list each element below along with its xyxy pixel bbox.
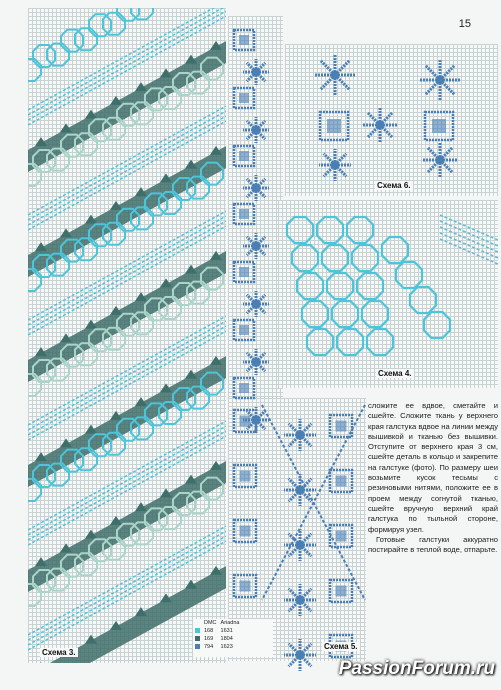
hatch-line xyxy=(440,227,498,252)
legend-ariadna: 1623 xyxy=(220,644,233,650)
legend-header-dmc: DMC xyxy=(204,620,217,626)
legend-dmc: 168 xyxy=(204,628,214,634)
snowflake-center xyxy=(253,185,259,191)
snowflake-center xyxy=(253,301,259,307)
swatch-cyan xyxy=(195,628,200,633)
lattice-octagon xyxy=(396,262,422,288)
lattice-octagon xyxy=(367,329,393,355)
square-motif-inner xyxy=(432,119,446,133)
square-motif-inner xyxy=(239,93,249,103)
lattice-octagon xyxy=(322,245,348,271)
legend-ariadna: 1631 xyxy=(220,628,233,634)
square-motif-inner xyxy=(239,151,249,161)
lattice-octagon xyxy=(145,0,167,5)
scheme-5-label: Схема 5. xyxy=(324,642,358,651)
lattice-octagon xyxy=(307,329,333,355)
square-motif-inner xyxy=(240,526,251,537)
lattice-octagon xyxy=(332,301,358,327)
lattice-octagon xyxy=(317,217,343,243)
lattice-octagon xyxy=(352,245,378,271)
hatch-line xyxy=(440,221,498,246)
legend-header-ariadna: Ariadna xyxy=(220,620,240,626)
square-motif-inner xyxy=(336,476,347,487)
square-motif-inner xyxy=(327,119,341,133)
lattice-octagon xyxy=(75,28,97,50)
lattice-octagon xyxy=(159,0,181,4)
legend-row xyxy=(193,627,242,635)
snowflake-center xyxy=(377,122,383,128)
hatch-line xyxy=(440,233,498,258)
square-motif-inner xyxy=(336,586,347,597)
snowflake-center xyxy=(332,162,338,168)
snowflake-center xyxy=(253,359,259,365)
lattice-octagon xyxy=(47,44,69,66)
legend-ariadna: 1804 xyxy=(220,636,233,642)
lattice-octagon xyxy=(347,217,373,243)
hatch-line xyxy=(440,215,498,240)
lattice-octagon xyxy=(327,273,353,299)
scheme-3-label: Схема 3. xyxy=(42,648,76,657)
square-motif-inner xyxy=(239,383,249,393)
snowflake-center xyxy=(332,72,338,78)
legend-row xyxy=(193,635,242,643)
instructions-paragraph: Готовые галстуки аккуратно постирайте в теплой воде, отпарьте. xyxy=(368,534,498,555)
snowflake-center xyxy=(253,69,259,75)
lattice-octagon xyxy=(19,59,41,81)
snowflake-center xyxy=(297,487,303,493)
square-motif-inner xyxy=(239,267,249,277)
square-motif-inner xyxy=(240,416,251,427)
lattice-octagon xyxy=(103,13,125,35)
instructions-paragraph: сложите ее вдвое, сметайте и сшейте. Сложите ткань у верхнего края галстука вдвое на линии между вышивкой и тканью без вышивки. Отступите от верхнего края 3 см, сшейте деталь в кольцо и закрепите на галстуке (фото). По размеру шеи возьмите кусок тесьмы с резиновыми нитями, положите ее в проем между согнутой тканью, сшейте вручную верхний край галстука по тыльной стороне, формируя узел. xyxy=(368,401,498,534)
snowflake-center xyxy=(253,243,259,249)
lattice-octagon xyxy=(292,245,318,271)
snowflake-center xyxy=(253,127,259,133)
lattice-octagon xyxy=(382,237,408,263)
swatch-green xyxy=(195,636,200,641)
lattice-octagon xyxy=(424,312,450,338)
snowflake-center xyxy=(297,432,303,438)
snowflake-center xyxy=(297,597,303,603)
snowflake-center xyxy=(437,157,443,163)
lattice-octagon xyxy=(410,287,436,313)
square-motif-inner xyxy=(240,471,251,482)
square-motif-inner xyxy=(336,531,347,542)
square-motif-inner xyxy=(239,325,249,335)
page-number: 15 xyxy=(458,18,471,30)
lattice-octagon xyxy=(287,217,313,243)
square-motif-inner xyxy=(240,581,251,592)
lattice-octagon xyxy=(302,301,328,327)
lattice-octagon xyxy=(297,273,323,299)
lattice-octagon xyxy=(131,0,153,19)
scheme-4-label: Схема 4. xyxy=(378,369,412,378)
legend-row xyxy=(193,643,242,651)
square-motif-inner xyxy=(239,209,249,219)
square-motif-inner xyxy=(336,421,347,432)
lattice-octagon xyxy=(362,301,388,327)
thread-legend xyxy=(193,619,273,657)
hatch-line xyxy=(440,239,498,264)
snowflake-center xyxy=(297,542,303,548)
snowflake-center xyxy=(297,652,303,658)
square-motif-inner xyxy=(239,35,249,45)
scheme-6-label: Схема 6. xyxy=(377,181,411,190)
legend-dmc: 794 xyxy=(204,644,214,650)
legend-dmc: 169 xyxy=(204,636,214,642)
watermark: PassionForum.ru xyxy=(338,658,495,679)
scheme-3-stripes xyxy=(19,0,226,690)
snowflake-center xyxy=(437,77,443,83)
swatch-blue xyxy=(195,644,200,649)
lattice-octagon xyxy=(357,273,383,299)
lattice-octagon xyxy=(337,329,363,355)
leaf-tooth xyxy=(35,662,47,671)
instructions-text xyxy=(368,401,498,555)
